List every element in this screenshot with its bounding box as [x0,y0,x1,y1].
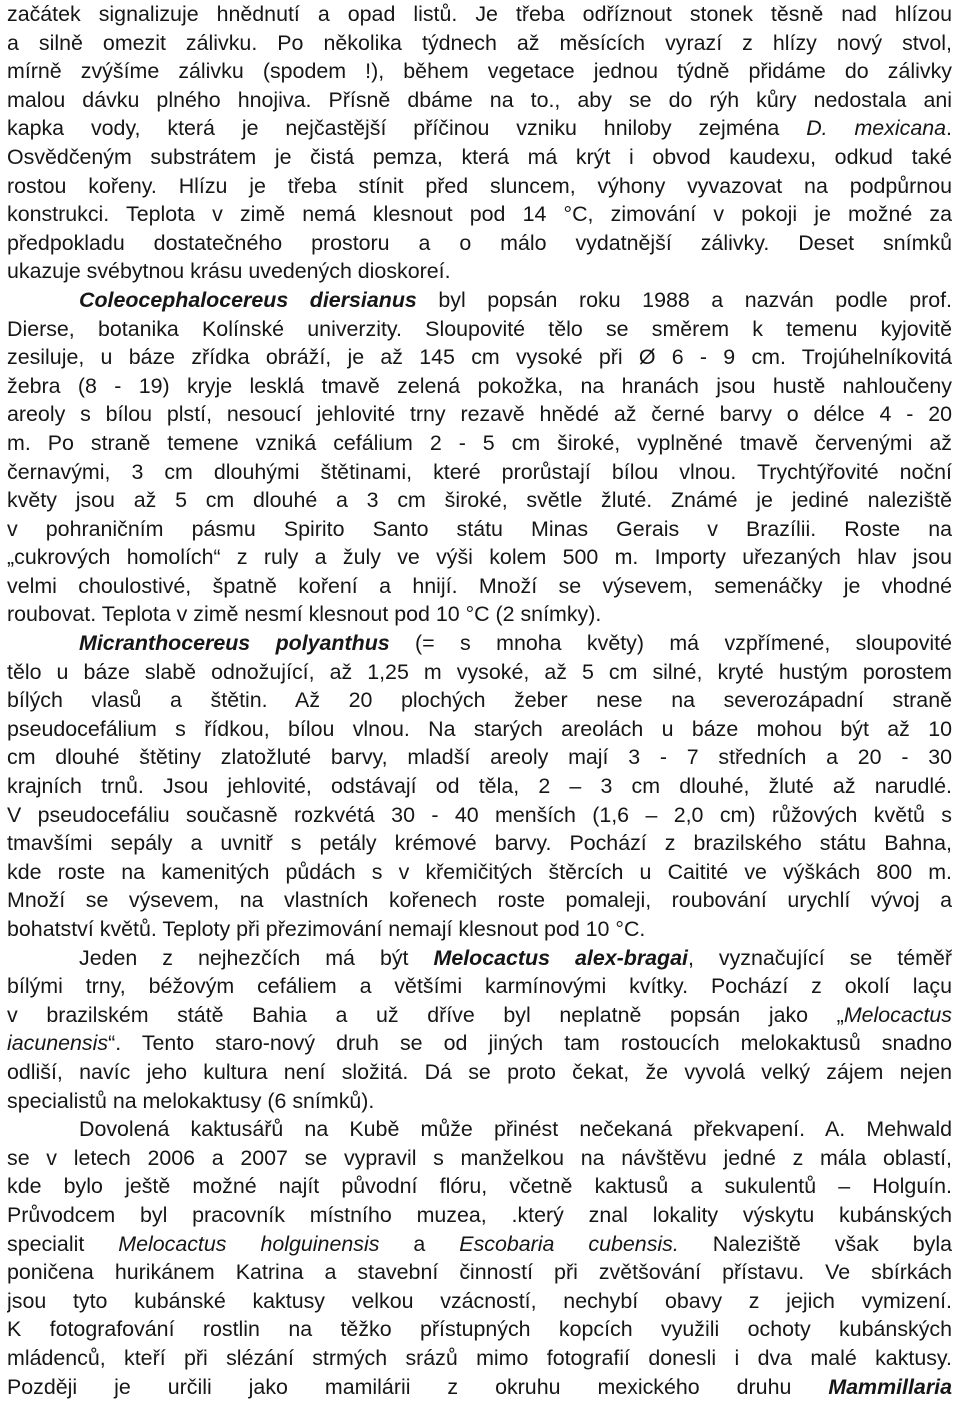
text-line [7,172,952,201]
text-line [7,200,952,229]
text-span: květy jsou až 5 cm dlouhé a 3 cm široké, světle žluté. Známé je jediné naleziště [7,488,952,513]
text-line [7,1172,952,1201]
text-span: tmavšími sepály a uvnitř s petály krémové barvy. Pochází z brazilského státu Bahna, [7,831,952,856]
text-span: zesiluje, u báze zřídka obráží, je až 145 cm vysoké při Ø 6 - 9 cm. Trojúhelníkovitá [7,345,952,370]
text-line [7,400,952,429]
text-span: V pseudocefáliu současně rozkvétá 30 - 40 menších (1,6 – 2,0 cm) růžových květů s [7,802,952,827]
text-line [7,229,952,258]
text-span: rostou kořeny. Hlízu je třeba stínit před sluncem, výhony vyvazovat na podpůrnou [7,173,952,198]
text-line [7,543,952,572]
text-line [7,286,952,315]
text-span: specialit [7,1231,119,1256]
text-line [7,57,952,86]
text-line [7,429,952,458]
text-span: jsou tyto kubánské kaktusy velkou vzácností, nechybí obavy z jejich vymizení. [7,1288,952,1313]
text-span: se v letech 2006 a 2007 se vypravil s manželkou na návštěvu jedné z mála oblastí, [7,1145,952,1170]
text-line [7,715,952,744]
text-line [7,343,952,372]
text-line [7,629,952,658]
text-line [7,600,952,629]
text-span: Průvodcem byl pracovník místního muzea, .který znal lokality výskytu kubánských [7,1202,952,1227]
emphasized-text: Escobaria cubensis. [459,1231,679,1256]
text-line [7,1315,952,1344]
emphasized-text: iacunensis [7,1031,109,1056]
emphasized-text: Mammillaria [828,1374,952,1399]
text-line [7,686,952,715]
text-line [7,801,952,830]
text-span: Naleziště však byla [678,1231,952,1256]
text-span: Později je určili jako mamilárii z okruhu mexického druhu [7,1374,829,1399]
text-line [7,1201,952,1230]
text-span: černavými, 3 cm dlouhými štětinami, které prorůstají bílou vlnou. Trychtýřovité noční [7,459,952,484]
text-span: m. Po straně temene vzniká cefálium 2 - 5 cm široké, vyplněné tmavě červenými až [7,430,952,455]
text-span: žebra (8 - 19) kryje lesklá tmavě zelená pokožka, na hranách jsou hustě nahloučeny [7,373,952,398]
text-span: v pohraničním pásmu Spirito Santo státu Minas Gerais v Brazílii. Roste na [7,516,952,541]
text-span: areoly s bílou plstí, nesoucí jehlovité trny rezavě hnědé až černé barvy o délce 4 - 20 [7,402,952,427]
text-span: . [946,116,952,141]
emphasized-text: Micranthocereus polyanthus [79,631,390,656]
text-line [7,915,952,944]
text-span: (= s mnoha květy) má vzpřímené, sloupovité [389,631,952,656]
text-span: bílých vlasů a štětin. Až 20 plochých žeber nese na severozápadní straně [7,688,952,713]
text-span: odliší, navíc jeho kultura není složitá. Dá se proto čekat, že vyvolá velký zájem nejen [7,1059,952,1084]
text-span: předpokladu dostatečného prostoru a o málo vydatnější zálivky. Deset snímků [7,230,952,255]
text-span: kde bylo ještě možné najít původní flóru, včetně kaktusů a sukulentů – Holguín. [7,1174,952,1199]
text-line [7,1087,952,1116]
text-span: ukazuje svébytnou krásu uvedených dioskoreí. [7,259,451,284]
text-line [7,1373,952,1402]
text-span: “. Tento staro-nový druh se od jiných tam rostoucích melokaktusů snadno [108,1031,952,1056]
text-span: velmi choulostivé, špatně koření a hnijí. Množí se výsevem, semenáčky je vhodné [7,573,952,598]
text-line [7,1029,952,1058]
text-line [7,515,952,544]
text-span: byl popsán roku 1988 a nazván podle prof. [416,287,952,312]
text-span: kde roste na kamenitých půdách s v křemičitých štěrcích u Caitité ve výškách 800 m. [7,859,952,884]
text-line [7,1144,952,1173]
emphasized-text: Melocactus holguinensis [118,1231,380,1256]
text-line [7,886,952,915]
text-line [7,1258,952,1287]
text-line [7,772,952,801]
text-span: malou dávku plného hnojiva. Přísně dbáme na to., aby se do rýh kůry nedostala ani [7,87,952,112]
text-line [7,1287,952,1316]
text-line [7,143,952,172]
text-span: bílými trny, béžovým cefáliem a většími karmínovými kvítky. Pochází z okolí laçu [7,974,952,999]
text-line [7,0,952,29]
text-span: a [379,1231,460,1256]
text-span: mládenců, kteří při slézání strmých srázů mimo fotografií donesli i dva malé kaktusy. [7,1345,952,1370]
text-span: cm dlouhé štětiny zlatožluté barvy, mladší areoly mají 3 - 7 středních a 20 - 30 [7,745,952,770]
text-line [7,658,952,687]
text-line [7,858,952,887]
text-line [7,1115,952,1144]
text-span: bohatství květů. Teploty při přezimování nemají klesnout pod 10 °C. [7,917,646,941]
text-span: a silně omezit zálivku. Po několika týdnech až měsících vyrazí z hlízy nový stvol, [7,30,952,55]
text-span: Dovolená kaktusářů na Kubě může přinést nečekaná překvapení. A. Mehwald [79,1117,952,1142]
text-span: roubovat. Teplota v zimě nesmí klesnout pod 10 °C (2 snímky). [7,602,602,627]
text-line [7,572,952,601]
text-span: Osvědčeným substrátem je čistá pemza, která má krýt i obvod kaudexu, odkud také [7,144,952,169]
text-span: krajních trnů. Jsou jehlovité, odstávají od těla, 2 – 3 cm dlouhé, žluté až narudlé. [7,774,952,799]
text-line [7,486,952,515]
text-line [7,458,952,487]
emphasized-text: Melocactus alex-bragai [433,945,688,970]
text-line [7,1001,952,1030]
text-span: kapka vody, která je nejčastější příčinou vzniku hniloby zejména [7,116,807,141]
text-line [7,114,952,143]
text-span: začátek signalizuje hnědnutí a opad listů. Je třeba odříznout stonek těsně nad hlízou [7,2,952,26]
text-span: mírně zvýšíme zálivku (spodem !), během vegetace jednou týdně přidáme do zálivky [7,59,952,84]
text-line [7,315,952,344]
text-line [7,1230,952,1259]
text-line [7,1058,952,1087]
text-span: K fotografování rostlin na těžko přístupných kopcích využili ochoty kubánských [7,1317,952,1342]
emphasized-text: Coleocephalocereus diersianus [79,287,417,312]
text-span: pseudocefálium s řídkou, bílou vlnou. Na starých areolách u báze mohou být až 10 [7,716,952,741]
text-line [7,29,952,58]
text-line [7,829,952,858]
text-span: specialistů na melokaktusy (6 snímků). [7,1088,375,1113]
text-line [7,86,952,115]
text-span: „cukrových homolích“ z ruly a žuly ve výši kolem 500 m. Importy uřezaných hlav jsou [7,545,952,570]
text-span: Jeden z nejhezčích má být [79,945,434,970]
text-line [7,372,952,401]
emphasized-text: D. mexicana [806,116,947,141]
text-span: , vyznačující se téměř [687,945,952,970]
emphasized-text: Melocactus [843,1002,952,1027]
text-span: v brazilském státě Bahia a už dříve byl neplatně popsán jako „ [7,1002,844,1027]
text-line [7,257,952,286]
text-line [7,1344,952,1373]
text-line [7,944,952,973]
text-span: konstrukci. Teplota v zimě nemá klesnout pod 14 °C, zimování v pokoji je možné za [7,202,952,227]
text-span: Dierse, botanika Kolínské univerzity. Sloupovité tělo se směrem k temenu kyjovitě [7,316,952,341]
text-span: Množí se výsevem, na vlastních kořenech roste pomaleji, roubování urychlí vývoj a [7,888,952,913]
text-span: tělo u báze slabě odnožující, až 1,25 m vysoké, až 5 cm silné, kryté hustým porostem [7,659,952,684]
text-line [7,743,952,772]
text-line [7,972,952,1001]
text-span: poničena hurikánem Katrina a stavební činností při zvětšování přístavu. Ve sbírkách [7,1260,952,1285]
